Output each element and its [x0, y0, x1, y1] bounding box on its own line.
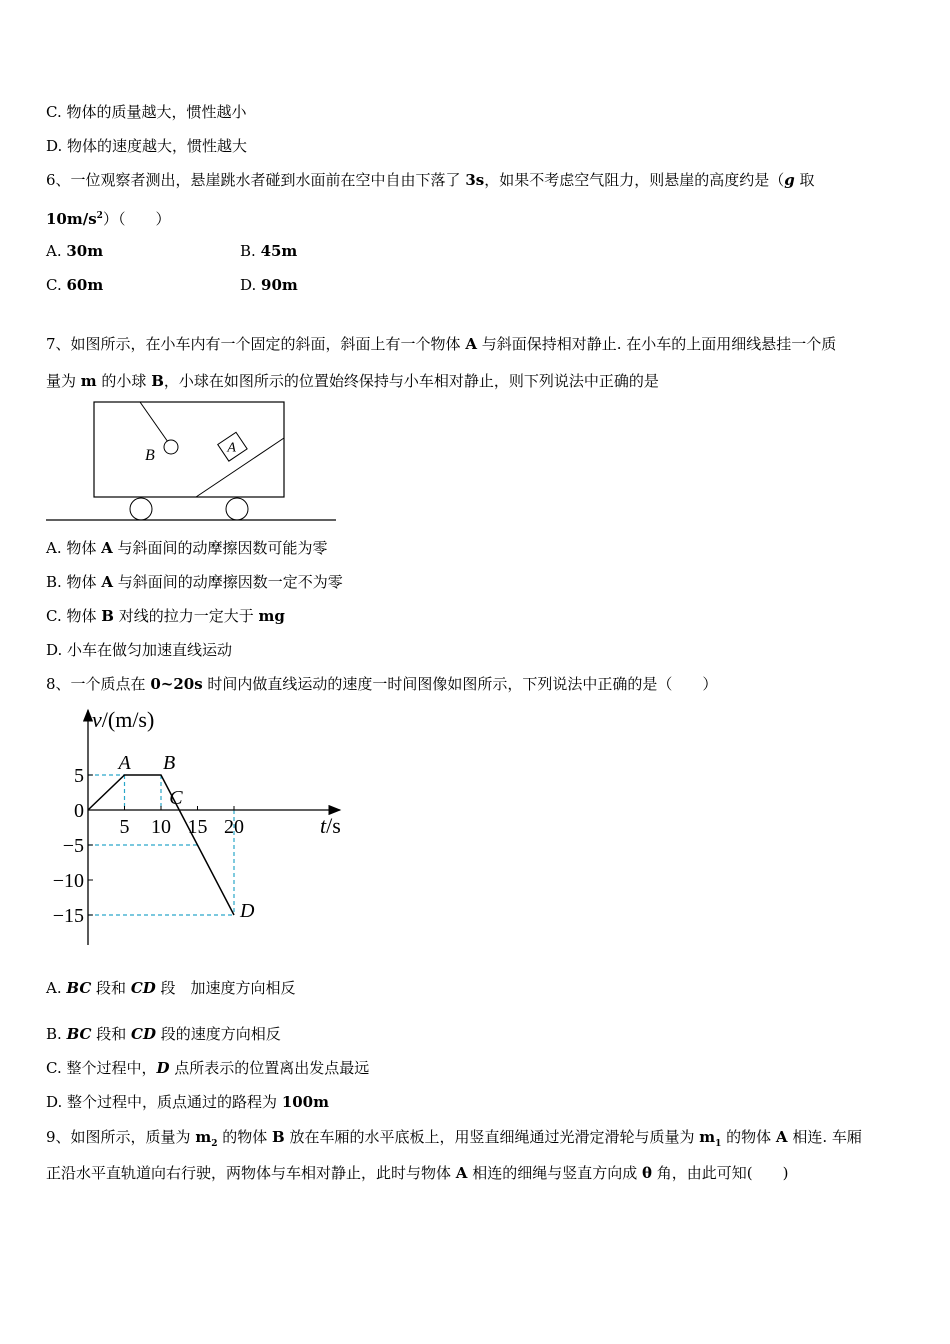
- q7-option-b: B. 物体 A 与斜面间的动摩擦因数一定不为零: [46, 573, 343, 591]
- wheel-left: [130, 498, 152, 520]
- q9-stem-line1: 9、如图所示，质量为 $m_2$ 的物体 B 放在车厢的水平底板上，用竖直细绳通过光滑定滑轮与质量为 $m_1$ 的物体 A 相连. 车厢: [46, 1128, 862, 1149]
- q7-option-c: C. 物体 B 对线的拉力一定大于 mg: [46, 607, 285, 625]
- suspension-thread: [140, 402, 168, 442]
- q7-option-a: A. 物体 A 与斜面间的动摩擦因数可能为零: [46, 539, 328, 557]
- y-tick-label: 0: [74, 800, 84, 822]
- label-a: A: [227, 440, 236, 456]
- q8-vt-chart: [40, 700, 360, 950]
- q6-stem-line1: 6、一位观察者测出，悬崖跳水者碰到水面前在空中自由下落了 3s，如果不考虑空气阻力，则悬崖的高度约是（g 取: [46, 171, 815, 189]
- q8-stem: 8、一个质点在 0~20s 时间内做直线运动的速度一时间图像如图所示，下列说法中正确的是（ ）: [46, 675, 718, 693]
- q8-option-c: C. 整个过程中，D 点所表示的位置离出发点最远: [46, 1059, 370, 1077]
- point-label-c: C: [169, 787, 183, 809]
- q5-option-d: D. 物体的速度越大，惯性越大: [46, 137, 248, 155]
- q6-stem-line2: $10m/s^2$）（ ）: [46, 210, 171, 228]
- point-label-d: D: [240, 900, 255, 922]
- x-tick-label: 10: [151, 816, 171, 838]
- ball-b: [164, 440, 178, 454]
- x-axis-label: t/s: [320, 813, 341, 838]
- q5-option-c: C. 物体的质量越大，惯性越小: [46, 103, 247, 121]
- q9-stem-line2: 正沿水平直轨道向右行驶，两物体与车相对静止，此时与物体 A 相连的细绳与竖直方向成 θ 角，由此可知( ): [46, 1164, 789, 1182]
- q8-option-b: B. BC 段和 CD 段的速度方向相反: [46, 1025, 281, 1043]
- y-tick-label: 5: [74, 765, 84, 787]
- q6-option-d: D. 90m: [240, 276, 298, 294]
- x-tick-label: 20: [224, 816, 244, 838]
- q8-option-a: A. BC 段和 CD 段 加速度方向相反: [46, 979, 296, 997]
- wheel-right: [226, 498, 248, 520]
- point-label-b: B: [163, 752, 176, 774]
- q7-stem-line2: 量为 m 的小球 B，小球在如图所示的位置始终保持与小车相对静止，则下列说法中正确的是: [46, 372, 659, 390]
- y-axis-label: v/(m/s): [92, 707, 155, 732]
- q8-option-d: D. 整个过程中，质点通过的路程为 100m: [46, 1093, 329, 1111]
- q6-option-c: C. 60m: [46, 276, 104, 294]
- cart-body: [94, 402, 284, 497]
- x-tick-label: 5: [119, 816, 130, 838]
- q7-cart-figure: [44, 398, 344, 526]
- y-tick-label: −15: [52, 905, 84, 927]
- q7-option-d: D. 小车在做匀加速直线运动: [46, 641, 233, 659]
- y-tick-label: −5: [62, 835, 84, 857]
- y-tick-label: −10: [52, 870, 84, 892]
- q6-option-a: A. 30m: [46, 242, 104, 260]
- q7-stem-line1: 7、如图所示，在小车内有一个固定的斜面，斜面上有一个物体 A 与斜面保持相对静止. 在小车的上面用细线悬挂一个质: [46, 335, 837, 353]
- x-tick-label: 15: [187, 816, 208, 838]
- point-label-a: A: [118, 752, 131, 774]
- q6-option-b: B. 45m: [240, 242, 298, 260]
- label-b: B: [145, 447, 155, 464]
- block-a: [218, 432, 247, 461]
